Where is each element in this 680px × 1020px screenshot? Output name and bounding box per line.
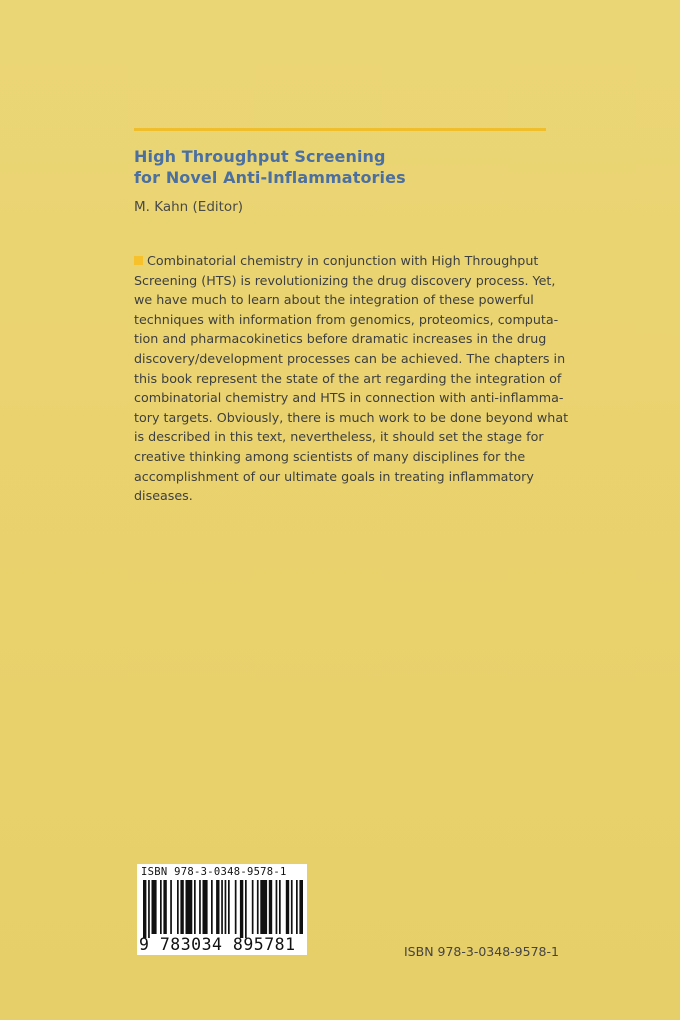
description-line: techniques with information from genomics, proteomics, computa- (134, 311, 559, 327)
barcode-bar (160, 880, 162, 934)
barcode-bar (177, 880, 179, 934)
barcode (137, 864, 307, 955)
description-line: combinatorial chemistry and HTS in connection with anti-inflamma- (134, 390, 564, 406)
barcode-bar (186, 880, 193, 934)
barcode-bar (279, 880, 281, 934)
barcode-bar (211, 880, 213, 934)
description-line: we have much to learn about the integration of these powerful (134, 292, 534, 308)
barcode-bar (216, 880, 219, 934)
description-line: discovery/development processes can be achieved. The chapters in (134, 350, 566, 366)
barcode-bar (152, 880, 157, 934)
bullet-square-icon (134, 256, 143, 265)
description-line: creative thinking among scientists of many disciplines for the (134, 448, 526, 464)
barcode-bar (203, 880, 208, 934)
barcode-bar (228, 880, 230, 934)
barcode-bar (170, 880, 172, 934)
description-line: Combinatorial chemistry in conjunction with High Throughput (134, 251, 554, 271)
barcode-bar (252, 880, 254, 934)
description-line: accomplishment of our ultimate goals in treating inflammatory (134, 468, 534, 484)
barcode-bar (199, 880, 201, 934)
barcode-bar (180, 880, 183, 934)
barcode-bar (276, 880, 278, 934)
description-line: tory targets. Obviously, there is much work to be done beyond what (134, 409, 569, 425)
book-title (134, 146, 554, 188)
barcode-number: 9 783034 895781 (139, 935, 296, 954)
description-line: this book represent the state of the art regarding the integration of (134, 370, 562, 386)
book-title-line-2: for Novel Anti-Inflammatories (134, 168, 406, 187)
description-line: tion and pharmacokinetics before dramatic increases in the drug (134, 331, 547, 347)
barcode-bar (221, 880, 223, 934)
barcode-bar (143, 880, 146, 938)
barcode-bar (260, 880, 267, 934)
barcode-bar (299, 880, 303, 934)
description-line: diseases. (134, 488, 193, 504)
book-description (134, 251, 569, 506)
barcode-bar (163, 880, 166, 934)
barcode-bars-icon (141, 880, 303, 938)
description-line: Screening (HTS) is revolutionizing the drug discovery process. Yet, (134, 272, 556, 288)
barcode-bar (286, 880, 289, 934)
barcode-bar (235, 880, 237, 934)
isbn-text: ISBN 978-3-0348-9578-1 (404, 944, 559, 959)
barcode-bar (269, 880, 272, 934)
accent-rule (134, 128, 546, 131)
description-line: is described in this text, nevertheless, it should set the stage for (134, 429, 544, 445)
barcode-bar (296, 880, 298, 934)
barcode-bar (291, 880, 293, 934)
barcode-bar (240, 880, 243, 938)
barcode-bar (257, 880, 259, 934)
book-title-line-1: High Throughput Screening (134, 147, 386, 166)
barcode-bar (148, 880, 150, 938)
barcode-bar (225, 880, 227, 934)
barcode-bar (194, 880, 196, 934)
barcode-isbn-label: ISBN 978-3-0348-9578-1 (141, 866, 287, 878)
barcode-bar (245, 880, 247, 938)
book-editor: M. Kahn (Editor) (134, 199, 244, 215)
